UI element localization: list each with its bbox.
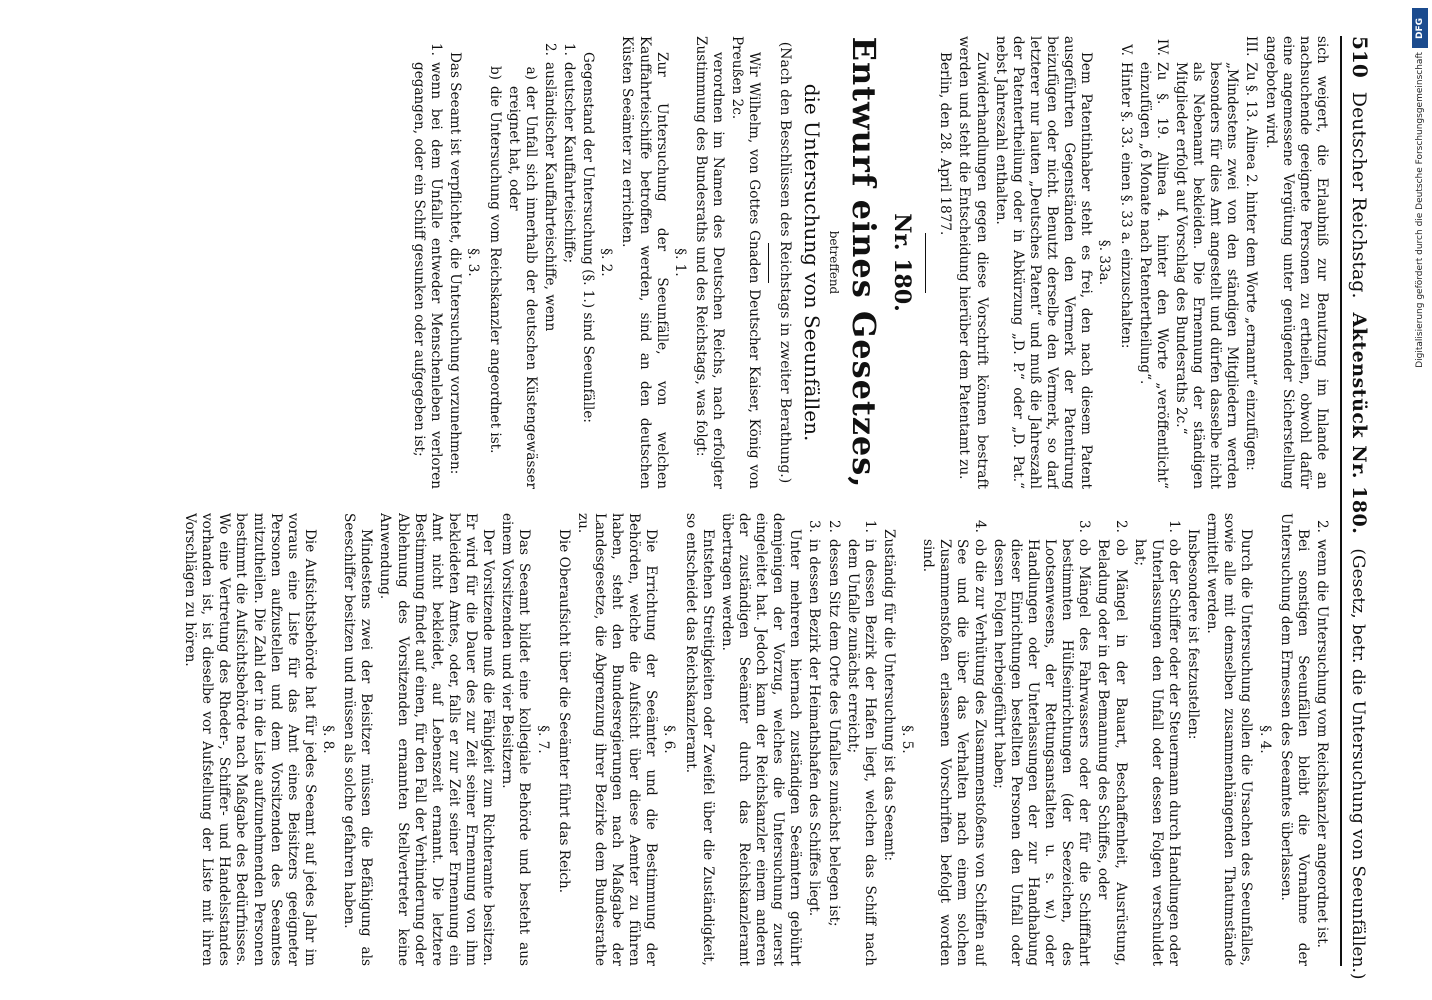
list-item	[990, 513, 1093, 966]
list-mark: 2.	[1314, 520, 1330, 533]
list-mark: 2.	[541, 43, 558, 56]
section-heading: §. 1.	[671, 248, 688, 277]
list-mark: 1.	[1166, 520, 1182, 533]
section-heading: §. 7.	[534, 725, 551, 754]
list-mark: a)	[522, 66, 539, 80]
section-text: Dem Patentinhaber steht es frei, den nach diesem Patent ausgeführten Gegenständen den Vermerk der Patentirung beizufügen oder nicht. Benutzt derselbe den Vermerk, so darf letzterer nur lauten „Deutsches Patent“ und muß die Jahreszahl der Patentertheilung oder in Abkürzung „D. P.“ oder „D. Pat.“ nebst Jahreszahl enthalten.	[992, 36, 1095, 489]
section-text: Bei sonstigen Seeunfällen bleibt die Vornahme der Untersuchung dem Ermessen des Seeamtes überlassen.	[1277, 513, 1311, 966]
dfg-logo: DFG	[1412, 8, 1428, 48]
list-mark: 3.	[806, 520, 823, 533]
left-title: Deutscher Reichstag.	[1348, 91, 1370, 299]
section-text: Zuwiderhandlungen gegen diese Vorschrift können bestraft werden und steht die Entscheidung hierüber dem Patentamt zu.	[956, 36, 990, 489]
list-item	[825, 513, 842, 966]
amendment-item	[1172, 36, 1241, 489]
list-mark: 1.	[861, 520, 878, 533]
list-mark: 4.	[971, 520, 988, 533]
section-text: Gegenstand der Untersuchung (§. 1.) sind Seeunfälle:	[580, 52, 597, 423]
law-subject: die Untersuchung von Seeunfällen.	[800, 83, 825, 442]
list-text: ob Mängel des Fahrwassers oder der für die Schifffahrt bestimmten Hülfseinrichtungen (der Seezeichen, des Lootsenwesens, der Rettungsanstalten u. s. w.) oder Handlungen oder Unterlassungen der zur Handhabung dieser Einrichtungen bestellten Personen den Unfall oder dessen Folgen herbeigeführt haben;	[990, 539, 1093, 966]
list-item	[1131, 513, 1182, 966]
section-text: Die Oberaufsicht über die Seeämter führt das Reich.	[555, 529, 572, 894]
amendment-text: Zu §. 19. Alinea 4. hinter den Worte „veröffentlicht“ einzufügen „6 Monate nach Patentertheilung“.	[1136, 62, 1170, 489]
section-heading: §. 4.	[1256, 725, 1273, 754]
list-text: der Unfall sich innerhalb der deutschen Küstengewässer ereignet hat, oder	[505, 86, 539, 489]
list-mark: 1.	[428, 43, 445, 56]
list-mark: 3.	[1076, 520, 1093, 533]
list-item	[844, 513, 878, 966]
section-heading: §. 5.	[899, 725, 916, 754]
amendment-text: „Mindestens zwei von den ständigen Mitgliedern werden besonders für dies Amt angestellt und dürfen dasselbe nicht als Nebenamt bekleiden. Die Ernennung der ständigen Mitglieder erfolgt auf Vorschlag des Bundesraths 2c.“	[1173, 62, 1241, 489]
list-item	[541, 36, 558, 489]
list-item	[505, 36, 539, 489]
list-item	[1094, 513, 1128, 966]
list-mark: 2.	[825, 520, 842, 533]
column-right	[40, 513, 1330, 966]
list-text: wenn bei dem Unfalle entweder Menschenleben verloren gegangen, oder ein Schiff gesunken oder aufgegeben ist;	[411, 62, 445, 489]
enacting-formula: Wir Wilhelm, von Gottes Gnaden Deutscher Kaiser, König von Preußen 2c.	[729, 36, 763, 489]
list-text: in dessen Bezirk der Hafen liegt, welchen das Schiff nach dem Unfalle zunächst erreicht;	[844, 539, 878, 966]
divider	[768, 243, 769, 283]
section-heading: §. 6.	[661, 725, 678, 754]
dfg-notice: Digitalisierung gefördert durch die Deutsche Forschungsgemeinschaft	[1415, 52, 1425, 368]
section-text: Unter mehreren hiernach zuständigen Seeämtern gebührt demjenigen der Vorzug, welches die Untersuchung zuerst eingeleitet hat. Jedoch kann der Reichskanzler einem anderen der zuständigen Seeämter durch das Reichskanzleramt übertragen werden.	[718, 513, 804, 966]
amendment-mark	[1172, 36, 1241, 56]
amendment-item	[1242, 36, 1259, 489]
draft-title: Entwurf eines Gesetzes,	[844, 36, 883, 489]
document-number: Nr. 180.	[889, 213, 916, 312]
section-text: Durch die Untersuchung sollen die Ursachen des Seeunfalles, sowie alle mit demselben zusammenhängenden Thatumstände ermittelt werden.	[1204, 513, 1255, 966]
list-mark: 1.	[561, 43, 578, 56]
amendment-item	[1117, 36, 1134, 489]
list-text: in dessen Bezirk der Heimathshafen des Schiffes liegt.	[806, 539, 823, 917]
section-text: Das Seeamt ist verpflichtet, die Untersuchung vorzunehmen:	[447, 52, 464, 475]
amendment-mark: V.	[1117, 44, 1134, 56]
continuation-text: sich weigert, die Erlaubniß zur Benutzung im Inlande an nachsuchende geeignete Personen zu ertheilen, obwohl dafür eine angemessene Vergütung unter genügender Sicherstellung angeboten wird.	[1262, 36, 1330, 489]
section-heading: §. 33a.	[1096, 239, 1113, 286]
right-title: (Gesetz, betr. die Untersuchung von Seeunfällen.)	[1348, 548, 1368, 980]
section-text: Mindestens zwei der Beisitzer müssen die Befähigung als Seeschiffer besitzen und müssen als solche gefahren haben.	[341, 513, 375, 966]
section-text: Der Vorsitzende muß die Fähigkeit zum Richteramte besitzen. Er wird für die Dauer des zur Zeit seiner Ernennung von ihm bekleideten Amtes, oder, falls er zur Zeit seiner Ernennung ein Amt nicht bekleidet, auf Lebenszeit ernannt. Die letztere Bestimmung findet auf einen, für den Fall der Verhinderung oder Ablehnung des Vorsitzenden ernannten Stellvertreter keine Anwendung.	[377, 513, 497, 966]
dfg-sidebar	[1412, 8, 1428, 838]
amendment-item	[1136, 36, 1170, 489]
section-text: Insbesondere ist festzustellen:	[1185, 529, 1202, 740]
aktenstueck-number: Aktenstück Nr. 180.	[1348, 312, 1370, 535]
list-text: ob die zur Verhütung des Zusammenstoßens von Schiffen auf See und die über das Verhalten nach einem solchen Zusammenstoßen erlassenen Vorschriften befolgt worden sind.	[920, 539, 988, 966]
list-mark: b)	[486, 65, 503, 80]
date-signature: Berlin, den 28. April 1877.	[937, 52, 954, 236]
list-text: ob der Schiffer oder der Steuermann durch Handlungen oder Unterlassungen den Unfall oder dessen Folgen verschuldet hat;	[1131, 539, 1182, 966]
section-heading: §. 8.	[320, 725, 337, 754]
page-number: 510	[1348, 36, 1372, 78]
section-text: Die Errichtung der Seeämter und die Bestimmung der Behörden, welche die Aufsicht über diese Aemter zu führen haben, steht den Bundesregierungen nach Maßgabe der Landesgesetze, die Abgrenzung ihrer Bezirke dem Bundesrathe zu.	[574, 513, 660, 966]
amendment-mark: IV.	[1153, 38, 1170, 56]
page-header	[1340, 36, 1372, 980]
list-mark: 2.	[1112, 520, 1129, 533]
divider	[925, 233, 926, 293]
column-left	[40, 36, 1330, 489]
enacting-text: verordnen im Namen des Deutschen Reichs, nach erfolgter Zustimmung des Bundesraths und des Reichstags, was folgt:	[692, 36, 727, 489]
list-item	[919, 513, 988, 966]
section-text: Entstehen Streitigkeiten oder Zweifel über die Zuständigkeit, so entscheidet das Reichskanzleramt.	[682, 513, 716, 966]
list-item	[805, 513, 822, 966]
betreffend-label: betreffend	[827, 230, 842, 295]
list-item	[485, 36, 502, 489]
amendment-text: Zu §. 13. Alinea 2. hinter dem Worte „ernannt“ einzufügen:	[1243, 62, 1260, 471]
section-heading: §. 3.	[465, 248, 482, 277]
resolution-note: (Nach den Beschlüssen des Reichstags in zweiter Berathung.)	[776, 41, 793, 484]
section-heading: §. 2.	[598, 248, 615, 277]
list-text: deutscher Kauffahrteischiffe;	[561, 62, 578, 264]
list-item	[1313, 513, 1330, 966]
section-text: Die Aufsichtsbehörde hat für jedes Seeamt auf jedes Jahr im voraus eine Liste für das Amt eines Beisitzers geeigneter Personen aufzustellen und dem Vorsitzenden des Seeamtes mitzutheilen. Die Zahl der in die Liste aufzunehmenden Personen bestimmt die Aufsichtsbehörde nach Maßgabe des Bedürfnisses. Wo eine Vertretung des Rheder-, Schiffer- und Handelsstandes vorhanden ist, ist dieselbe vor Aufstellung der Liste mit ihren Vorschlägen zu hören.	[182, 513, 318, 966]
section-text: Das Seeamt bildet eine kollegiale Behörde und besteht aus einem Vorsitzenden und vier Beisitzern.	[499, 513, 533, 966]
list-item	[560, 36, 577, 489]
list-text: wenn die Untersuchung vom Reichskanzler angeordnet ist.	[1314, 539, 1330, 948]
amendment-text: Hinter §. 33. einen §. 33 a. einzuschalten:	[1117, 62, 1134, 349]
section-text: Zuständig für die Untersuchung ist das Seeamt:	[881, 529, 897, 862]
list-text: ob Mängel in der Bauart, Beschaffenheit, Ausrüstung, Beladung oder in der Bemannung des Schiffes, oder	[1095, 539, 1129, 966]
list-text: ausländischer Kauffahrteischiffe, wenn	[541, 62, 558, 332]
list-text: die Untersuchung vom Reichskanzler angeordnet ist.	[486, 86, 503, 454]
amendment-mark: III.	[1243, 36, 1260, 57]
list-text: dessen Sitz dem Orte des Unfalles zunächst belegen ist;	[825, 539, 842, 927]
section-text: Zur Untersuchung der Seeunfälle, von welchen Kauffahrteischiffe betroffen werden, sind an den deutschen Küsten Seeämter zu errichten.	[619, 36, 670, 489]
list-item	[410, 36, 444, 489]
